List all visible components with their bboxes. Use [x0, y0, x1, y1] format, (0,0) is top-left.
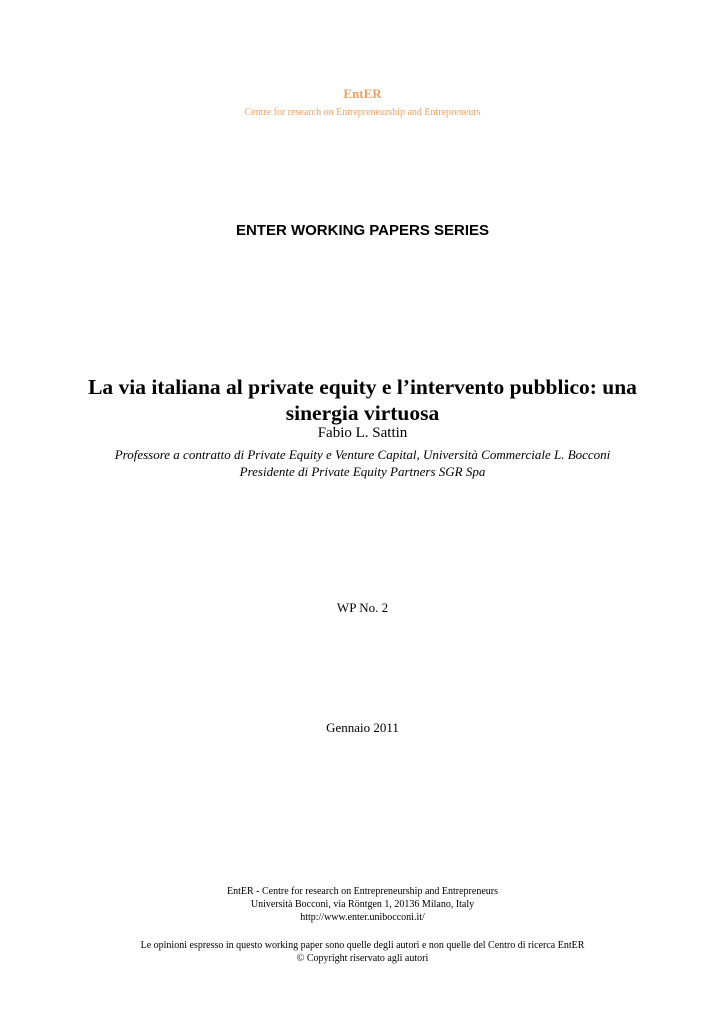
- affiliation-line-1: Professore a contratto di Private Equity e Venture Capital, Università Commerciale L. Bocconi: [114, 447, 611, 462]
- author-affiliation: [0, 446, 725, 480]
- footer-url: http://www.enter.unibocconi.it/: [300, 912, 425, 923]
- publication-date: Gennaio 2011: [326, 720, 399, 735]
- footer-address: [0, 885, 725, 924]
- copyright-notice: © Copyright riservato agli autori: [296, 953, 429, 964]
- paper-title-line-1: La via italiana al private equity e l’intervento pubblico: una: [88, 375, 637, 399]
- brand-subtitle: Centre for research on Entrepreneurship and Entrepreneurs: [244, 107, 481, 118]
- series-title: ENTER WORKING PAPERS SERIES: [235, 222, 490, 239]
- affiliation-line-2: Presidente di Private Equity Partners SGR Spa: [239, 464, 486, 479]
- paper-title: [60, 374, 665, 426]
- footer-line-2: Università Bocconi, via Röntgen 1, 20136 Milano, Italy: [250, 899, 475, 910]
- working-paper-number: WP No. 2: [336, 600, 389, 615]
- disclaimer-line-1: Le opinioni espresso in questo working paper sono quelle degli autori e non quelle del Centro di ricerca EntER: [140, 940, 585, 951]
- brand-name: EntER: [343, 86, 382, 101]
- author-name: Fabio L. Sattin: [317, 425, 408, 441]
- paper-title-line-2: sinergia virtuosa: [285, 401, 440, 425]
- disclaimer: [0, 939, 725, 965]
- footer-line-1: EntER - Centre for research on Entrepreneurship and Entrepreneurs: [226, 886, 498, 897]
